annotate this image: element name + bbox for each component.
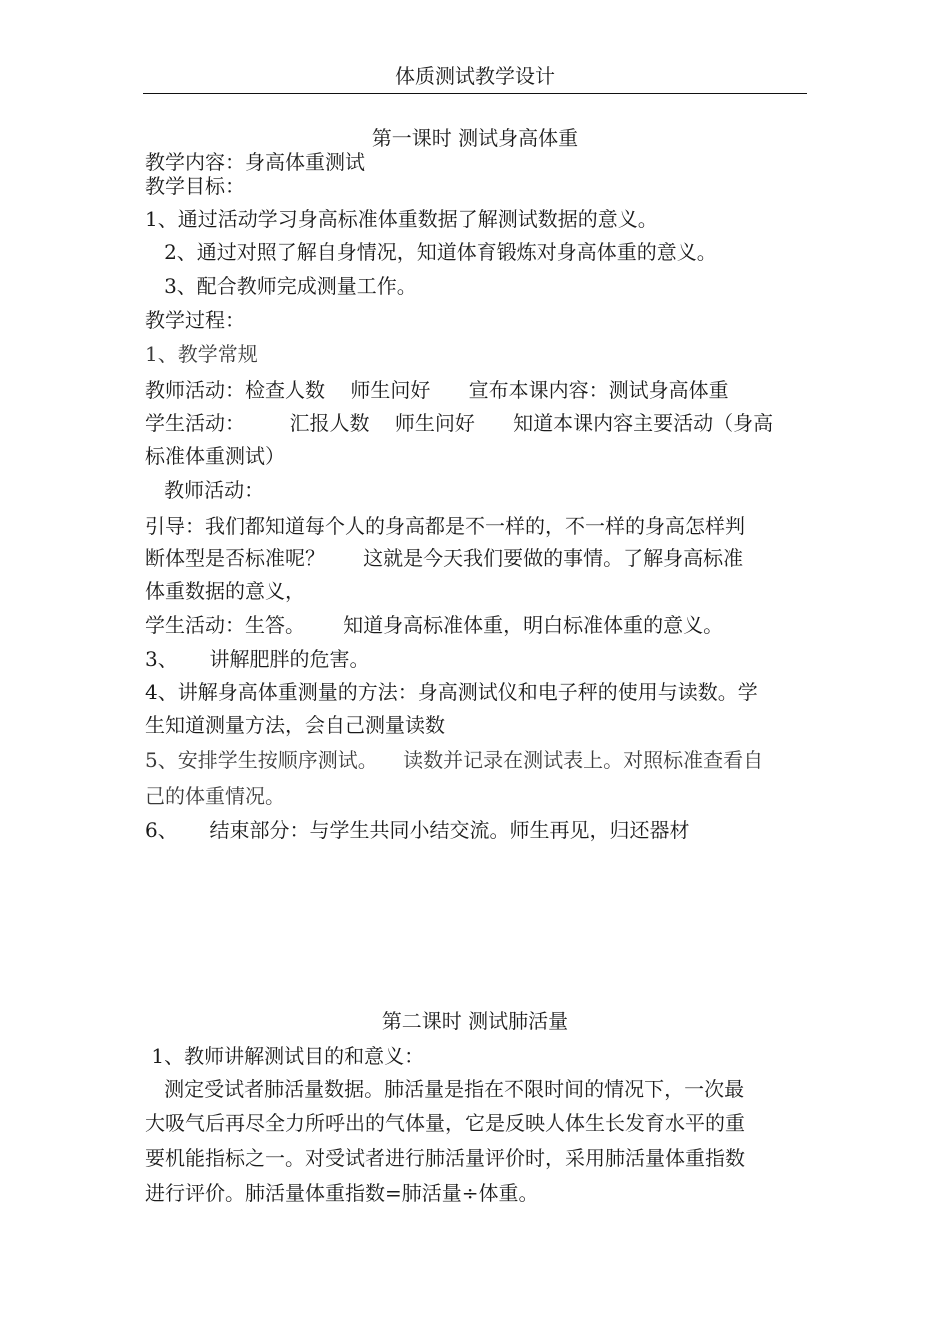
step-5-line1: 5、安排学生按顺序测试。 读数并记录在测试表上。对照标准查看自 xyxy=(145,748,764,772)
lesson1-heading: 第一课时 测试身高体重 xyxy=(371,126,579,150)
guide-line1: 引导：我们都知道每个人的身高都是不一样的，不一样的身高怎样判 xyxy=(145,514,745,538)
lesson2-paragraph-line4: 进行评价。肺活量体重指数=肺活量÷体重。 xyxy=(145,1181,539,1205)
goal-2: 2、通过对照了解自身情况，知道体育锻炼对身高体重的意义。 xyxy=(145,240,717,264)
step-4-line1: 4、讲解身高体重测量的方法：身高测试仪和电子秤的使用与读数。学 xyxy=(145,680,758,704)
goal-3: 3、配合教师完成测量工作。 xyxy=(145,274,417,298)
step-4-line2: 生知道测量方法，会自己测量读数 xyxy=(145,713,445,737)
lesson2-heading: 第二课时 测试肺活量 xyxy=(381,1009,569,1033)
student-activity-2: 学生活动：生答。 知道身高标准体重，明白标准体重的意义。 xyxy=(145,613,724,637)
step-3: 3、 讲解肥胖的危害。 xyxy=(145,647,370,671)
header-divider xyxy=(143,93,807,94)
teacher-activity-1: 教师活动：检查人数 师生问好 宣布本课内容：测试身高体重 xyxy=(145,378,729,402)
goal-1: 1、通过活动学习身高标准体重数据了解测试数据的意义。 xyxy=(145,207,658,231)
lesson2-paragraph-line1: 测定受试者肺活量数据。肺活量是指在不限时间的情况下，一次最 xyxy=(145,1077,745,1101)
lesson2-paragraph-line3: 要机能指标之一。对受试者进行肺活量评价时，采用肺活量体重指数 xyxy=(145,1146,745,1170)
teaching-process-label: 教学过程： xyxy=(145,308,245,332)
teacher-activity-2-label: 教师活动： xyxy=(145,478,265,502)
document-header-title: 体质测试教学设计 xyxy=(395,64,555,88)
teaching-content-line: 教学内容：身高体重测试 xyxy=(145,150,365,174)
lesson2-paragraph-line2: 大吸气后再尽全力所呼出的气体量，它是反映人体生长发育水平的重 xyxy=(145,1111,745,1135)
student-activity-1-line2: 标准体重测试） xyxy=(145,444,285,468)
guide-line2: 断体型是否标准呢？ 这就是今天我们要做的事情。了解身高标准 xyxy=(145,546,744,570)
lesson2-item-1: 1、教师讲解测试目的和意义： xyxy=(145,1044,425,1068)
teaching-goals-label: 教学目标： xyxy=(145,174,245,198)
step-6: 6、 结束部分：与学生共同小结交流。师生再见，归还器材 xyxy=(145,818,690,842)
step-5-line2: 己的体重情况。 xyxy=(145,784,285,808)
student-activity-1-line1: 学生活动： 汇报人数 师生问好 知道本课内容主要活动（身高 xyxy=(145,411,774,435)
step-1: 1、教学常规 xyxy=(145,342,258,366)
guide-line3: 体重数据的意义， xyxy=(145,579,305,603)
